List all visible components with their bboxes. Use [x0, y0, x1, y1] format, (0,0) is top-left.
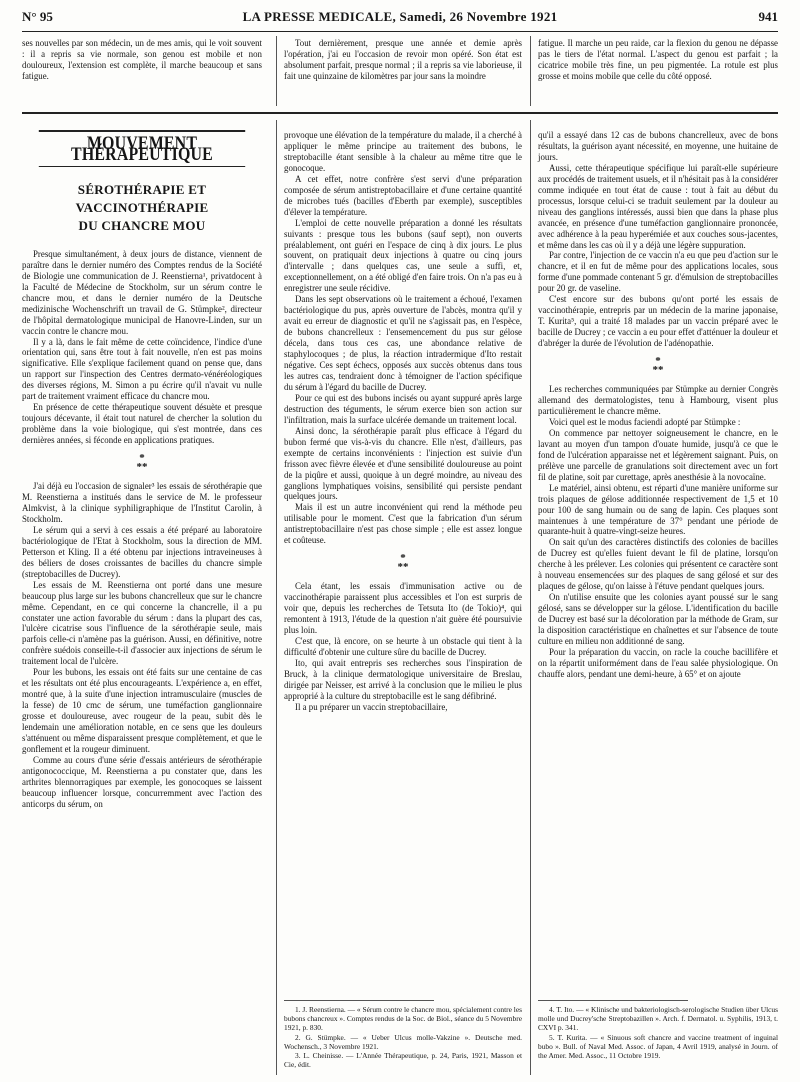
article-col-3	[538, 130, 778, 680]
section-separator-stars: * **	[397, 552, 409, 574]
paragraph: Ainsi donc, la sérothérapie paraît plus efficace à l'égard du bubon fermé que vis-à-vis du chancre. Elle n'est, d'ailleurs, pas exempte de certains inconvénients : l'injection est suivie d'un frisson avec fièvre élevée et d'une sensibilité douloureuse au point de la piqûre et aussi, quoique à un degré moindre, au niveau des ganglions lymphatiques voisins, sensibilité qui persiste pendant quelques jours.	[284, 425, 522, 502]
newspaper-page	[22, 0, 778, 1082]
footnote: 4. T. Ito. — « Klinische und bakteriologisch-serologische Studien über Ulcus molle und Ducrey'sche Streptobazillen ». Arch. f. Dermatol. u. Syphilis, 1913, t. CXVI p. 341.	[538, 1005, 778, 1033]
paragraph: Il y a là, dans le fait même de cette coïncidence, l'indice d'une orientation qui, sans être tout à fait nouvelle, n'en est pas moins significative. Elle s'explique facilement quand on pense que, dans un rapport sur l'inspection des Centres dermato-vénéréologiques des diverses régions, M. Simon a pu écrire qu'il n'avait vu nulle part de traitement vraiment efficace du chancre mou.	[22, 336, 262, 402]
footnote: 3. L. Cheinisse. — L'Année Thérapeutique, p. 24, Paris, 1921, Masson et Cie, édit.	[284, 1051, 522, 1070]
paragraph: ses nouvelles par son médecin, un de mes amis, qui le voit souvent : il a repris sa vie normale, son genou est mobile et non douloureux, l'extension est complète, il marche beaucoup et sans fatigue.	[22, 38, 262, 81]
paragraph: On commence par nettoyer soigneusement le chancre, en le lavant au moyen d'un tampon d'ouate humide, jusqu'à ce que le fond de l'ulcération apparaisse net et légèrement saignant. Puis, on prélève une parcelle de granulations soit directement avec un fort fil de platine, soit par curettage, après anesthésie à la novocaïne.	[538, 427, 778, 482]
article-title-line-2: DU CHANCRE MOU	[78, 217, 206, 233]
paragraph: Les recherches communiquées par Stümpke au dernier Congrès allemand des dermatologistes, tenu à Hambourg, visent plus particulièrement le chancre même.	[538, 384, 778, 416]
paragraph: Aussi, cette thérapeutique spécifique lui paraît-elle supérieure aux procédés de traitement usuels, et il n'hésitait pas à la considérer comme indiquée en tout état de cause : tout à fait au début du processus, lorsque celui-ci se traduit seulement par la douleur au niveau des ganglions intéressés, aussi bien que dans la phase plus avancée, en présence d'une tuméfaction ganglionnaire prononcée, avec adhérence à la peau hyperémiée et aux couches sous-jacentes, et même dans les cas où il y a déjà une légère suppuration.	[538, 162, 778, 250]
journal-title-date: LA PRESSE MEDICALE, Samedi, 26 Novembre 1921	[242, 9, 558, 24]
column-divider	[530, 36, 531, 106]
section-rule	[22, 112, 778, 114]
paragraph: Ito, qui avait entrepris ses recherches sous l'inspiration de Bruck, à la clinique dermatologique universitaire de Breslau, dirigée par Neisser, est arrivé à la conclusion que le milieu le plus approprié à la culture du streptobacille est le sang défibriné.	[284, 657, 522, 701]
article-col-1	[22, 130, 262, 810]
paragraph: Comme au cours d'une série d'essais antérieurs de sérothérapie antigonococcique, M. Reenstierna a pu constater que, dans les arthrites blennorragiques par exemple, les gonocoques se laissent beaucoup influencer lorsque, concurremment avec l'action des anticorps du sérum, on	[22, 754, 262, 809]
footnotes-middle	[284, 1000, 522, 1069]
paragraph: Voici quel est le modus faciendi adopté par Stümpke :	[549, 416, 741, 427]
top-col-3	[538, 38, 778, 82]
article-title-line-1: SÉROTHÉRAPIE ET VACCINOTHÉRAPIE	[75, 181, 209, 215]
paragraph: L'emploi de cette nouvelle préparation a donné les résultats suivants : presque tous les bubons (sauf sept), non ouverts préalablement, ont guéri en l'espace de cinq à dix jours. Le plus souvent, on pratiquait deux injections à quatre ou cinq jours d'intervalle ; dans quelques cas, une seule a suffi, et, exceptionnellement, on a été obligé d'en faire trois. On n'a pas eu à enregistrer une seule récidive.	[284, 217, 522, 294]
article-title	[22, 181, 262, 235]
column-divider	[530, 120, 531, 1075]
top-col-1	[22, 38, 262, 82]
issue-number: N° 95	[22, 9, 53, 24]
paragraph: C'est que, là encore, on se heurte à un obstacle qui tient à la difficulté d'obtenir une culture sûre du bacille de Ducrey.	[284, 635, 522, 657]
paragraph: Cela étant, les essais d'immunisation active ou de vaccinothérapie paraissent plus accessibles et l'on est surpris de voir que, depuis les recherches de Tetsuta Ito (de Tokio)⁴, qui remontent à 1913, l'étude de la question n'ait guère été poursuivie plus loin.	[284, 581, 522, 636]
top-col-2	[284, 38, 522, 82]
footnote: 2. G. Stümpke. — « Ueber Ulcus molle-Vakzine ». Deutsche med. Wochensch., 3 Novembre 1921.	[284, 1032, 522, 1051]
paragraph: Il a pu préparer un vaccin streptobacillaire,	[295, 701, 448, 712]
paragraph: Pour les bubons, les essais ont été faits sur une centaine de cas et les résultats ont été plus encourageants. L'expérience a, en effet, montré que, à la suite d'une injection intramusculaire (muscles de la fesse) de 10 cmc de sérum, une tuméfaction ganglionnaire grosse et douloureuse, avec rougeur de la peau, subit dès le lendemain une amélioration notable, en ce sens que les douleurs s'atténuent ou même disparaissent presque complètement, et que le gonflement et la rougeur diminuent.	[22, 667, 262, 754]
paragraph: Le matériel, ainsi obtenu, est réparti d'une manière uniforme sur trois plaques de gélose additionnée respectivement de 1,5 et 10 pour 100 de sang humain ou de sang de lapin. Ces plaques sont maintenues à une température de 37° pendant une période de quarante-huit à quatre-vingt-seize heures.	[538, 482, 778, 537]
page-header	[22, 9, 778, 29]
paragraph: provoque une élévation de la température du malade, il a cherché à appliquer le même principe au traitement des bubons, le streptobacille étant sensible à la chaleur au même titre que le gonocoque.	[284, 130, 522, 173]
paragraph: Les essais de M. Reenstierna ont porté dans une mesure beaucoup plus large sur les bubons chancrelleux que sur le chancre même. Cependant, en ce qui concerne la chancrelle, il a pu constater une action favorable du sérum : dans la plupart des cas, l'ulcère cicatrise sous l'influence de la sérothérapie seule, mais parfois celle-ci n'amène pas la guérison. Aussi, en définitive, notre confrère suédois conseille-t-il d'associer aux injections de sérum le traitement local de l'ulcère.	[22, 579, 262, 667]
paragraph: J'ai déjà eu l'occasion de signaler³ les essais de sérothérapie que M. Reenstierna a institués dans le service de M. le professeur Almkvist, à la clinique syphiligraphique de l'Institut Carolin, à Stockholm.	[22, 481, 262, 524]
footnote: 1. J. Reenstierna. — « Sérum contre le chancre mou, spécialement contre les bubons chancreux ». Comptes rendus de la Soc. de Biol., séance du 5 Novembre 1921, p. 830.	[284, 1005, 522, 1033]
column-divider	[276, 120, 277, 1075]
article-col-2	[284, 130, 522, 713]
paragraph: C'est encore sur des bubons qu'ont porté les essais de vaccinothérapie, entrepris par un médecin de la marine japonaise, T. Kurita⁵, qui a traité 18 malades par un vaccin préparé avec le bacille de Ducrey ; ce vaccin a eu pour effet d'atténuer la douleur et d'abréger la durée de l'évolution de l'adénopathie.	[538, 294, 778, 349]
page-number: 941	[758, 9, 778, 24]
section-title: MOUVEMENT THÉRAPEUTIQUE	[39, 130, 245, 167]
footnote-rule	[284, 1000, 434, 1001]
footnote-rule	[538, 1000, 688, 1001]
paragraph: qu'il a essayé dans 12 cas de bubons chancrelleux, avec de bons résultats, la guérison ayant nécessité, en moyenne, une huitaine de jours.	[538, 130, 778, 162]
paragraph: Le sérum qui a servi à ces essais a été préparé au laboratoire bactériologique de l'Etat à Stockholm, sous la direction de MM. Petterson et Kling. Il a été obtenu par injections intraveineuses à des béliers de doses croissantes de bacilles du chancre simple (streptobacilles de Ducrey).	[22, 524, 262, 579]
footnotes-right	[538, 1000, 778, 1060]
paragraph: En présence de cette thérapeutique souvent désuète et presque toujours décevante, il était tout naturel de chercher la solution du problème dans la voie biologique, qui s'est montrée, dans ces dernières années, si féconde en applications pratiques.	[22, 402, 262, 446]
column-divider	[276, 36, 277, 106]
paragraph: Presque simultanément, à deux jours de distance, viennent de paraître dans le dernier numéro des Comptes rendus de la Société de Biologie une communication de J. Reenstierna¹, privatdocent à la Faculté de Médecine de Stockholm, sur un sérum contre le chancre mou, et dans le dernier numéro de la Deutsche medizinische Wochenschrift un travail de G. Stümpke², directeur de l'hôpital dermatologique municipal de Hanovre-Linden, sur un vaccin contre le chancre mou.	[22, 248, 262, 336]
paragraph: Par contre, l'injection de ce vaccin n'a eu que peu d'action sur le chancre, et il en fut de même pour des applications locales, sous forme d'une pommade contenant 5 gr. d'émulsion de streptobacilles pour 20 gr. de vaseline.	[538, 250, 778, 294]
section-separator-stars: * **	[136, 452, 148, 474]
paragraph: fatigue. Il marche un peu raide, car la flexion du genou ne dépasse pas le tiers de l'état normal. L'aspect du genou est parfait ; la cicatrice mobile très fine, un peu pigmentée. La rotule est plus grosse et moins mobile que celle du côté opposé.	[538, 38, 778, 81]
paragraph: Dans les sept observations où le traitement a échoué, l'examen bactériologique du pus, après ouverture de l'abcès, montra qu'il y avait eu erreur de diagnostic et qu'il ne s'agissait pas, en l'espèce, de bubons chancrelleux : l'ensemencement du pus sur gélose décela, dans tous ces cas, une abondance relative de staphylocoques ; de plus, la réaction intradermique d'Ito restait négative. Ces sept échecs, opposés aux succès obtenus dans tous les autres cas, tendraient donc à témoigner de l'action spécifique du sérum à l'égard du bacille de Ducrey.	[284, 294, 522, 392]
paragraph: Mais il est un autre inconvénient qui rend la méthode peu utilisable pour le moment. C'est que la fabrication d'un sérum antistreptobacillaire n'est pas chose simple ; elle est assez longue et coûteuse.	[284, 502, 522, 546]
paragraph: Pour ce qui est des bubons incisés ou ayant suppuré après large destruction des téguments, le sérum exerce bien son action sur l'infiltration, mais la surface ulcérée demande un traitement local.	[284, 392, 522, 425]
section-separator-stars: * **	[652, 355, 664, 377]
footnote: 5. T. Kurita. — « Sinuous soft chancre and vaccine treatment of inguinal bubo ». Bull. of Naval Med. Assoc. of Japan, 4 Avril 1919, analysé in Journ. of the Amer. Med. Assoc., 11 Octobre 1919.	[538, 1032, 778, 1061]
paragraph: On sait qu'un des caractères distinctifs des colonies de bacilles de Ducrey est qu'elles fuient devant le fil de platine, lorsqu'on cherche à les prélever. Les colonies qui présentent ce caractère sont à nouveau ensemencées sur des plaques de sang gélosé et sur des plaques de gélose, qu'on laisse à l'étuve pendant quelques jours.	[538, 537, 778, 592]
header-rule	[22, 31, 778, 32]
paragraph: Tout dernièrement, presque une année et demie après l'opération, j'ai eu l'occasion de revoir mon opéré. Son état est absolument parfait, presque normal ; il a repris sa vie laborieuse, il fait une quinzaine de kilomètres par jour sans la moindre	[284, 38, 522, 81]
paragraph: On n'utilise ensuite que les colonies ayant poussé sur le sang gélosé, sans se développer sur la gélose. L'identification du bacille de Ducrey est basé sur la décoloration par la méthode de Gram, sur la disposition caractéristique en chaînettes et sur l'absence de toute culture en milieu non additionné de sang.	[538, 592, 778, 646]
paragraph: A cet effet, notre confrère s'est servi d'une préparation composée de sérum antistreptobacillaire et d'une certaine quantité de microbes tués (bacilles d'Eberth par exemple), susceptibles d'élever la température.	[284, 173, 522, 217]
paragraph: Pour la préparation du vaccin, on racle la couche bacillifère et on la répartit uniformément dans de l'eau salée physiologique. On chauffe alors, pendant une demi-heure, à 65° et on ajoute	[538, 646, 778, 679]
